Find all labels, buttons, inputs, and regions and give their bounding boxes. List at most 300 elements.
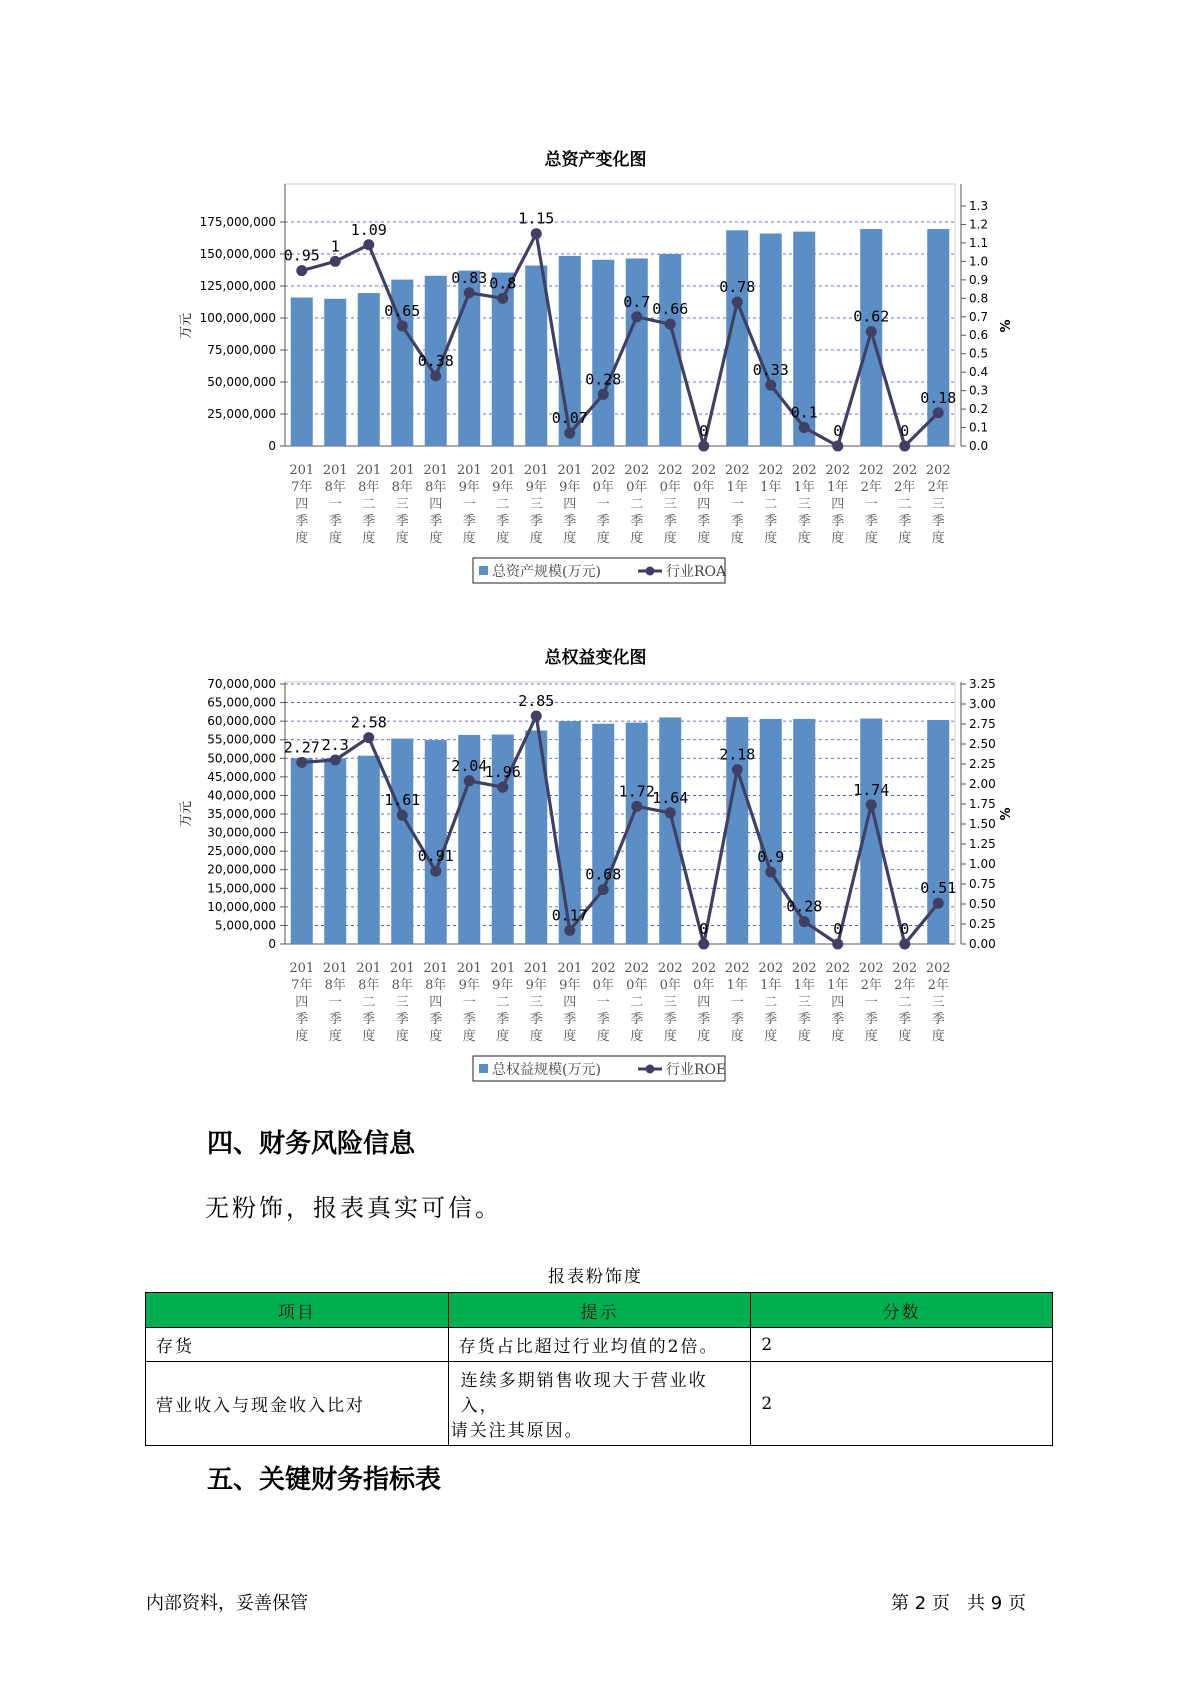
x-tick-label: 季	[429, 514, 443, 529]
x-tick-label: 四	[697, 497, 711, 512]
x-tick-label: 度	[462, 531, 476, 546]
bar	[626, 723, 648, 944]
x-tick-label: 季	[831, 1012, 845, 1027]
y-tick-label: 50,000,000	[207, 751, 276, 766]
x-tick-label: 季	[663, 1012, 677, 1027]
data-label: 0.7	[623, 292, 651, 311]
x-tick-label: 四	[831, 497, 845, 512]
x-tick-label: 202	[724, 463, 750, 478]
data-label: 0.33	[752, 361, 789, 380]
x-tick-label: 202	[925, 463, 951, 478]
x-tick-label: 0年	[693, 480, 715, 495]
table-row	[146, 1328, 1053, 1362]
x-tick-label: 度	[362, 531, 376, 546]
data-label: 0.9	[757, 848, 785, 866]
line-point	[531, 711, 542, 722]
x-tick-label: 201	[423, 961, 449, 976]
x-tick-label: 度	[663, 1029, 677, 1044]
y2-tick-label: 2.50	[969, 737, 996, 751]
x-tick-label: 度	[529, 1029, 543, 1044]
x-tick-label: 度	[328, 531, 342, 546]
y2-axis-title: %	[999, 807, 1014, 821]
x-tick-label: 202	[892, 961, 918, 976]
x-tick-label: 三	[663, 995, 677, 1010]
x-tick-label: 度	[898, 1029, 912, 1044]
x-tick-label: 三	[663, 497, 677, 512]
x-tick-label: 度	[295, 531, 309, 546]
total-equity-chart	[0, 670, 1191, 1090]
x-tick-label: 二	[362, 497, 376, 512]
data-label: 0.38	[417, 351, 454, 370]
line-point	[832, 939, 843, 950]
x-tick-label: 度	[596, 1029, 610, 1044]
x-tick-label: 度	[563, 1029, 577, 1044]
line-point	[631, 311, 642, 322]
x-tick-label: 8年	[391, 978, 413, 993]
line-point	[296, 265, 307, 276]
y2-tick-label: 2.25	[969, 757, 996, 771]
x-tick-label: 三	[395, 497, 409, 512]
x-tick-label: 季	[395, 514, 409, 529]
x-tick-label: 8年	[391, 480, 413, 495]
x-tick-label: 季	[797, 514, 811, 529]
data-label: 0	[699, 920, 709, 938]
data-label: 0.83	[451, 268, 488, 287]
line-point	[430, 370, 441, 381]
x-tick-label: 季	[630, 1012, 644, 1027]
x-tick-label: 季	[563, 1012, 577, 1027]
legend-bar-label: 总权益规模(万元)	[492, 1062, 601, 1078]
y2-tick-label: 1.75	[969, 797, 996, 811]
data-label: 2.3	[321, 736, 349, 754]
x-tick-label: 202	[791, 961, 817, 976]
y2-tick-label: 0.6	[969, 328, 989, 343]
line-point	[397, 321, 408, 332]
legend-line-label: 行业ROA	[666, 564, 727, 580]
legend-bar-label: 总资产规模(万元)	[492, 564, 601, 580]
y-tick-label: 75,000,000	[207, 343, 276, 357]
x-tick-label: 季	[362, 514, 376, 529]
y2-tick-label: 0.7	[969, 309, 989, 324]
x-tick-label: 季	[295, 1012, 309, 1027]
x-tick-label: 季	[663, 514, 677, 529]
footer-confidential: 内部资料，妥善保管	[146, 1593, 308, 1614]
line-point	[698, 939, 709, 950]
data-label: 2.58	[350, 713, 387, 732]
line-point	[363, 732, 374, 743]
x-tick-label: 季	[596, 1012, 610, 1027]
x-tick-label: 二	[496, 995, 510, 1010]
data-label: 2.18	[719, 745, 756, 764]
x-tick-label: 8年	[425, 978, 447, 993]
x-tick-label: 季	[730, 514, 744, 529]
x-tick-label: 度	[563, 531, 577, 546]
data-label: 0	[833, 920, 843, 938]
data-label: 2.85	[518, 692, 555, 710]
x-tick-label: 2年	[894, 480, 916, 495]
bar	[324, 758, 346, 944]
x-tick-label: 季	[462, 1012, 476, 1027]
x-tick-label: 0年	[592, 480, 614, 495]
x-tick-label: 1年	[760, 480, 782, 495]
x-tick-label: 9年	[458, 480, 480, 495]
table-header-row	[146, 1293, 1053, 1328]
x-tick-label: 201	[322, 463, 348, 478]
line-point	[732, 297, 743, 308]
data-label: 0.28	[585, 370, 622, 389]
row-hint: 存货占比超过行业均值的2倍。	[448, 1328, 751, 1362]
x-tick-label: 度	[295, 1029, 309, 1044]
line-point	[933, 898, 944, 909]
x-tick-label: 202	[858, 463, 884, 478]
data-label: 1.15	[518, 209, 555, 228]
x-tick-label: 度	[663, 531, 677, 546]
x-tick-label: 1年	[793, 480, 815, 495]
y-tick-label: 150,000,000	[199, 247, 276, 261]
data-label: 0	[699, 422, 709, 440]
x-tick-label: 季	[898, 514, 912, 529]
legend-bar-swatch	[479, 566, 488, 575]
x-tick-label: 0年	[659, 978, 681, 993]
line-point	[665, 319, 676, 330]
x-tick-label: 季	[831, 514, 845, 529]
bar	[391, 739, 413, 944]
x-tick-label: 8年	[425, 480, 447, 495]
table-caption: 报表粉饰度	[548, 1267, 643, 1287]
y2-tick-label: 1.50	[969, 817, 996, 831]
y-tick-label: 50,000,000	[207, 375, 276, 389]
data-label: 1.61	[384, 791, 421, 810]
x-tick-label: 8年	[324, 480, 346, 495]
y-tick-label: 125,000,000	[199, 279, 276, 293]
x-tick-label: 9年	[525, 978, 547, 993]
line-point	[899, 939, 910, 950]
row-score: 2	[751, 1328, 1053, 1362]
legend-line-marker	[646, 567, 655, 576]
y2-tick-label: 0.0	[969, 439, 989, 453]
bar	[358, 756, 380, 944]
y-tick-label: 30,000,000	[207, 825, 276, 840]
x-tick-label: 201	[389, 463, 415, 478]
x-tick-label: 四	[295, 497, 309, 512]
data-label: 1.74	[853, 780, 890, 799]
x-tick-label: 201	[523, 961, 549, 976]
line-point	[497, 293, 508, 304]
y-tick-label: 20,000,000	[207, 862, 276, 877]
x-tick-label: 一	[596, 995, 610, 1010]
x-tick-label: 季	[764, 514, 778, 529]
x-tick-label: 度	[730, 1029, 744, 1044]
y2-tick-label: 0.1	[969, 420, 989, 435]
x-tick-label: 二	[764, 497, 778, 512]
x-tick-label: 202	[791, 463, 817, 478]
bar	[592, 724, 614, 944]
x-tick-label: 季	[697, 1012, 711, 1027]
y2-tick-label: 1.3	[969, 199, 989, 213]
x-tick-label: 1年	[726, 978, 748, 993]
x-tick-label: 一	[864, 497, 878, 512]
line-point	[531, 228, 542, 239]
x-tick-label: 201	[423, 463, 449, 478]
x-tick-label: 四	[563, 497, 577, 512]
line-point	[363, 239, 374, 250]
x-tick-label: 1年	[827, 978, 849, 993]
row-hint	[448, 1362, 751, 1446]
total-assets-chart	[0, 172, 1191, 592]
y2-tick-label: 0.25	[969, 917, 996, 931]
x-tick-label: 度	[328, 1029, 342, 1044]
x-tick-label: 季	[362, 1012, 376, 1027]
x-tick-label: 三	[797, 497, 811, 512]
x-tick-label: 三	[931, 497, 945, 512]
financial-risk-text: 无粉饰，报表真实可信。	[205, 1194, 502, 1222]
line-point	[799, 916, 810, 927]
x-tick-label: 201	[289, 463, 315, 478]
x-tick-label: 1年	[793, 978, 815, 993]
bar	[626, 258, 648, 446]
header-hint: 提示	[448, 1293, 751, 1328]
row-hint-line: 连续多期销售收现大于营业收入，	[460, 1371, 708, 1416]
x-tick-label: 9年	[492, 480, 514, 495]
y-tick-label: 15,000,000	[207, 881, 276, 896]
x-tick-label: 202	[858, 961, 884, 976]
x-tick-label: 202	[691, 463, 717, 478]
x-tick-label: 度	[764, 531, 778, 546]
chart-title-total-assets: 总资产变化图	[544, 150, 647, 170]
x-tick-label: 201	[490, 463, 516, 478]
bar	[358, 293, 380, 446]
x-tick-label: 度	[529, 531, 543, 546]
header-score: 分数	[751, 1293, 1053, 1328]
data-label: 0.62	[853, 307, 890, 326]
y2-tick-label: 1.0	[969, 254, 989, 269]
x-tick-label: 度	[429, 1029, 443, 1044]
row-item: 存货	[146, 1328, 449, 1362]
x-tick-label: 度	[864, 1029, 878, 1044]
x-tick-label: 度	[797, 1029, 811, 1044]
x-tick-label: 一	[462, 995, 476, 1010]
line-point	[430, 866, 441, 877]
x-tick-label: 三	[797, 995, 811, 1010]
x-tick-label: 9年	[458, 978, 480, 993]
x-tick-label: 9年	[525, 480, 547, 495]
y2-axis-title: %	[999, 319, 1014, 333]
x-tick-label: 度	[831, 1029, 845, 1044]
chart-title-total-equity: 总权益变化图	[544, 648, 647, 668]
x-tick-label: 2年	[860, 480, 882, 495]
y2-tick-label: 0.9	[969, 272, 989, 287]
x-tick-label: 度	[496, 1029, 510, 1044]
x-tick-label: 度	[462, 1029, 476, 1044]
y-tick-label: 40,000,000	[207, 788, 276, 803]
x-tick-label: 度	[429, 531, 443, 546]
line-point	[464, 775, 475, 786]
x-tick-label: 201	[490, 961, 516, 976]
y2-tick-label: 3.25	[969, 677, 996, 691]
x-tick-label: 季	[529, 514, 543, 529]
x-tick-label: 四	[697, 995, 711, 1010]
legend-bar-swatch	[479, 1064, 488, 1073]
x-tick-label: 季	[496, 514, 510, 529]
x-tick-label: 季	[931, 514, 945, 529]
x-tick-label: 度	[697, 531, 711, 546]
x-tick-label: 度	[395, 1029, 409, 1044]
x-tick-label: 三	[931, 995, 945, 1010]
x-tick-label: 度	[697, 1029, 711, 1044]
bar	[760, 719, 782, 944]
x-tick-label: 202	[758, 961, 784, 976]
x-tick-label: 二	[630, 497, 644, 512]
x-tick-label: 9年	[559, 480, 581, 495]
bar	[525, 266, 547, 446]
line-point	[397, 810, 408, 821]
row-item: 营业收入与现金收入比对	[146, 1362, 449, 1446]
line-point	[497, 782, 508, 793]
x-tick-label: 8年	[358, 480, 380, 495]
x-tick-label: 8年	[358, 978, 380, 993]
table-row	[146, 1362, 1053, 1446]
x-tick-label: 202	[691, 961, 717, 976]
x-tick-label: 季	[328, 514, 342, 529]
x-tick-label: 2年	[894, 978, 916, 993]
y2-tick-label: 0.50	[969, 897, 996, 911]
x-tick-label: 度	[395, 531, 409, 546]
line-point	[866, 799, 877, 810]
line-point	[933, 407, 944, 418]
x-tick-label: 四	[429, 995, 443, 1010]
y2-tick-label: 1.25	[969, 837, 996, 851]
y2-tick-label: 0.00	[969, 937, 996, 951]
y-tick-label: 25,000,000	[207, 844, 276, 859]
x-tick-label: 2年	[860, 978, 882, 993]
line-point	[765, 380, 776, 391]
x-tick-label: 9年	[559, 978, 581, 993]
line-point	[296, 757, 307, 768]
y2-tick-label: 0.3	[969, 383, 989, 398]
x-tick-label: 0年	[626, 480, 648, 495]
y2-tick-label: 0.5	[969, 346, 989, 361]
y2-tick-label: 2.75	[969, 717, 996, 731]
y2-tick-label: 0.8	[969, 291, 989, 306]
line-point	[330, 755, 341, 766]
y2-tick-label: 3.00	[969, 697, 996, 711]
x-tick-label: 季	[529, 1012, 543, 1027]
x-tick-label: 二	[630, 995, 644, 1010]
data-label: 0.07	[551, 409, 588, 428]
x-tick-label: 2年	[927, 978, 949, 993]
data-label: 0.28	[786, 897, 823, 916]
footer-page-number: 第 2 页 共 9 页	[891, 1593, 1026, 1614]
y-tick-label: 35,000,000	[207, 807, 276, 821]
bar	[425, 740, 447, 944]
x-tick-label: 201	[557, 463, 583, 478]
data-label: 2.04	[451, 756, 488, 775]
data-label: 0	[900, 920, 910, 938]
data-label: 0.17	[551, 906, 588, 925]
x-tick-label: 季	[295, 514, 309, 529]
y-tick-label: 55,000,000	[207, 732, 276, 747]
bar	[291, 298, 313, 446]
x-tick-label: 季	[764, 1012, 778, 1027]
x-tick-label: 二	[898, 497, 912, 512]
x-tick-label: 一	[328, 995, 342, 1010]
line-point	[866, 326, 877, 337]
x-tick-label: 1年	[726, 480, 748, 495]
x-tick-label: 202	[925, 961, 951, 976]
x-tick-label: 度	[596, 531, 610, 546]
x-tick-label: 三	[395, 995, 409, 1010]
line-point	[899, 441, 910, 452]
x-tick-label: 季	[697, 514, 711, 529]
x-tick-label: 季	[797, 1012, 811, 1027]
data-label: 0.95	[283, 246, 320, 265]
x-tick-label: 0年	[626, 978, 648, 993]
y2-tick-label: 0.75	[969, 877, 996, 891]
x-tick-label: 201	[456, 961, 482, 976]
x-tick-label: 度	[630, 531, 644, 546]
y-tick-label: 5,000,000	[214, 918, 276, 933]
x-tick-label: 7年	[291, 978, 313, 993]
x-tick-label: 0年	[592, 978, 614, 993]
bar	[324, 299, 346, 446]
x-tick-label: 7年	[291, 480, 313, 495]
y-tick-label: 175,000,000	[199, 215, 276, 229]
x-tick-label: 四	[831, 995, 845, 1010]
x-tick-label: 度	[362, 1029, 376, 1044]
data-label: 0.91	[417, 847, 454, 866]
x-tick-label: 201	[557, 961, 583, 976]
x-tick-label: 202	[624, 463, 650, 478]
x-tick-label: 202	[758, 463, 784, 478]
y2-tick-label: 1.2	[969, 217, 989, 232]
x-tick-label: 度	[764, 1029, 778, 1044]
bar	[659, 717, 681, 944]
y2-tick-label: 0.4	[969, 365, 989, 380]
row-hint-line: 请关注其原因。	[450, 1421, 584, 1441]
y2-tick-label: 1.00	[969, 857, 996, 871]
x-tick-label: 季	[429, 1012, 443, 1027]
y-axis-title: 万元	[179, 312, 194, 340]
x-tick-label: 一	[730, 995, 744, 1010]
x-tick-label: 202	[724, 961, 750, 976]
x-tick-label: 三	[529, 995, 543, 1010]
x-tick-label: 三	[529, 497, 543, 512]
y2-tick-label: 0.2	[969, 402, 989, 417]
row-score: 2	[751, 1362, 1053, 1446]
data-label: 0	[833, 422, 843, 440]
line-point	[732, 764, 743, 775]
x-tick-label: 一	[596, 497, 610, 512]
data-label: 1.96	[484, 763, 521, 782]
x-tick-label: 季	[898, 1012, 912, 1027]
x-tick-label: 季	[563, 514, 577, 529]
line-point	[665, 807, 676, 818]
x-tick-label: 四	[429, 497, 443, 512]
line-point	[464, 287, 475, 298]
legend-line-marker	[646, 1065, 655, 1074]
bar	[760, 234, 782, 446]
x-tick-label: 季	[328, 1012, 342, 1027]
x-tick-label: 一	[730, 497, 744, 512]
x-tick-label: 9年	[492, 978, 514, 993]
line-point	[631, 801, 642, 812]
x-tick-label: 0年	[659, 480, 681, 495]
x-tick-label: 201	[456, 463, 482, 478]
data-label: 1.72	[618, 782, 655, 801]
x-tick-label: 202	[590, 463, 616, 478]
x-tick-label: 二	[898, 995, 912, 1010]
bar	[860, 229, 882, 446]
